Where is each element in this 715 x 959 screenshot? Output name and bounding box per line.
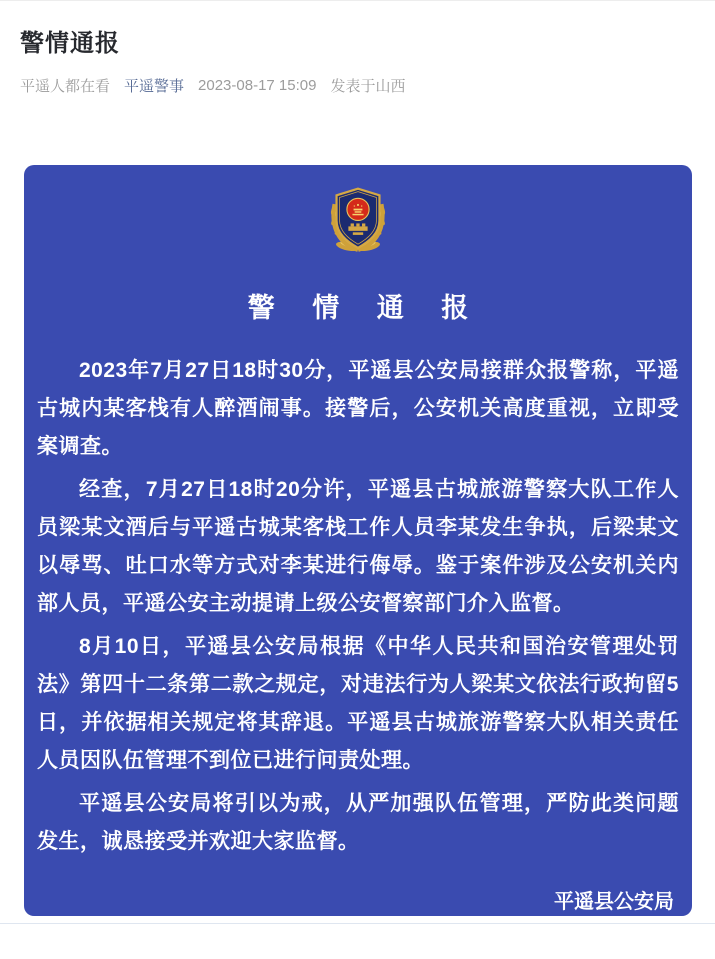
account-link[interactable]: 平遥警事	[124, 78, 185, 95]
highlight-label: 平遥人都在看	[20, 78, 111, 95]
article-title: 警情通报	[20, 30, 120, 57]
article-meta	[20, 75, 695, 96]
publish-location: 发表于山西	[330, 78, 406, 95]
notice-title: 警 情 通 报	[247, 293, 484, 323]
notice-paragraph: 8月10日，平遥县公安局根据《中华人民共和国治安管理处罚法》第四十二条第二款之规定，对违法行为人梁某文依法行政拘留5日，并依据相关规定将其辞退。平遥县古城旅游警察大队相关责任人员因队伍管理不到位已进行问责处理。	[37, 635, 679, 772]
notice-paragraph: 2023年7月27日18时30分，平遥县公安局接群众报警称，平遥古城内某客栈有人醉酒闹事。接警后，公安机关高度重视，立即受案调查。	[37, 359, 679, 458]
notice-paragraph: 平遥县公安局将引以为戒，从严加强队伍管理，严防此类问题发生，诚恳接受并欢迎大家监督。	[37, 792, 679, 853]
emblem-wrap	[24, 165, 692, 261]
signature-issuer: 平遥县公安局	[554, 891, 674, 913]
publish-datetime: 2023-08-17 15:09	[198, 77, 317, 94]
section-divider	[0, 923, 715, 924]
article-header	[0, 1, 715, 96]
police-badge-icon	[321, 182, 395, 261]
signature-date: 2023年8月17日	[536, 929, 674, 951]
notice-paragraph: 经查，7月27日18时20分许，平遥县古城旅游警察大队工作人员梁某文酒后与平遥古城某客栈工作人员李某发生争执，后梁某文以辱骂、吐口水等方式对李某进行侮辱。鉴于案件涉及公安机关内部人员，平遥公安主动提请上级公安督察部门介入监督。	[37, 478, 679, 615]
signature-block	[24, 883, 692, 959]
police-notice-image[interactable]	[24, 165, 692, 951]
notice-body	[24, 352, 692, 861]
